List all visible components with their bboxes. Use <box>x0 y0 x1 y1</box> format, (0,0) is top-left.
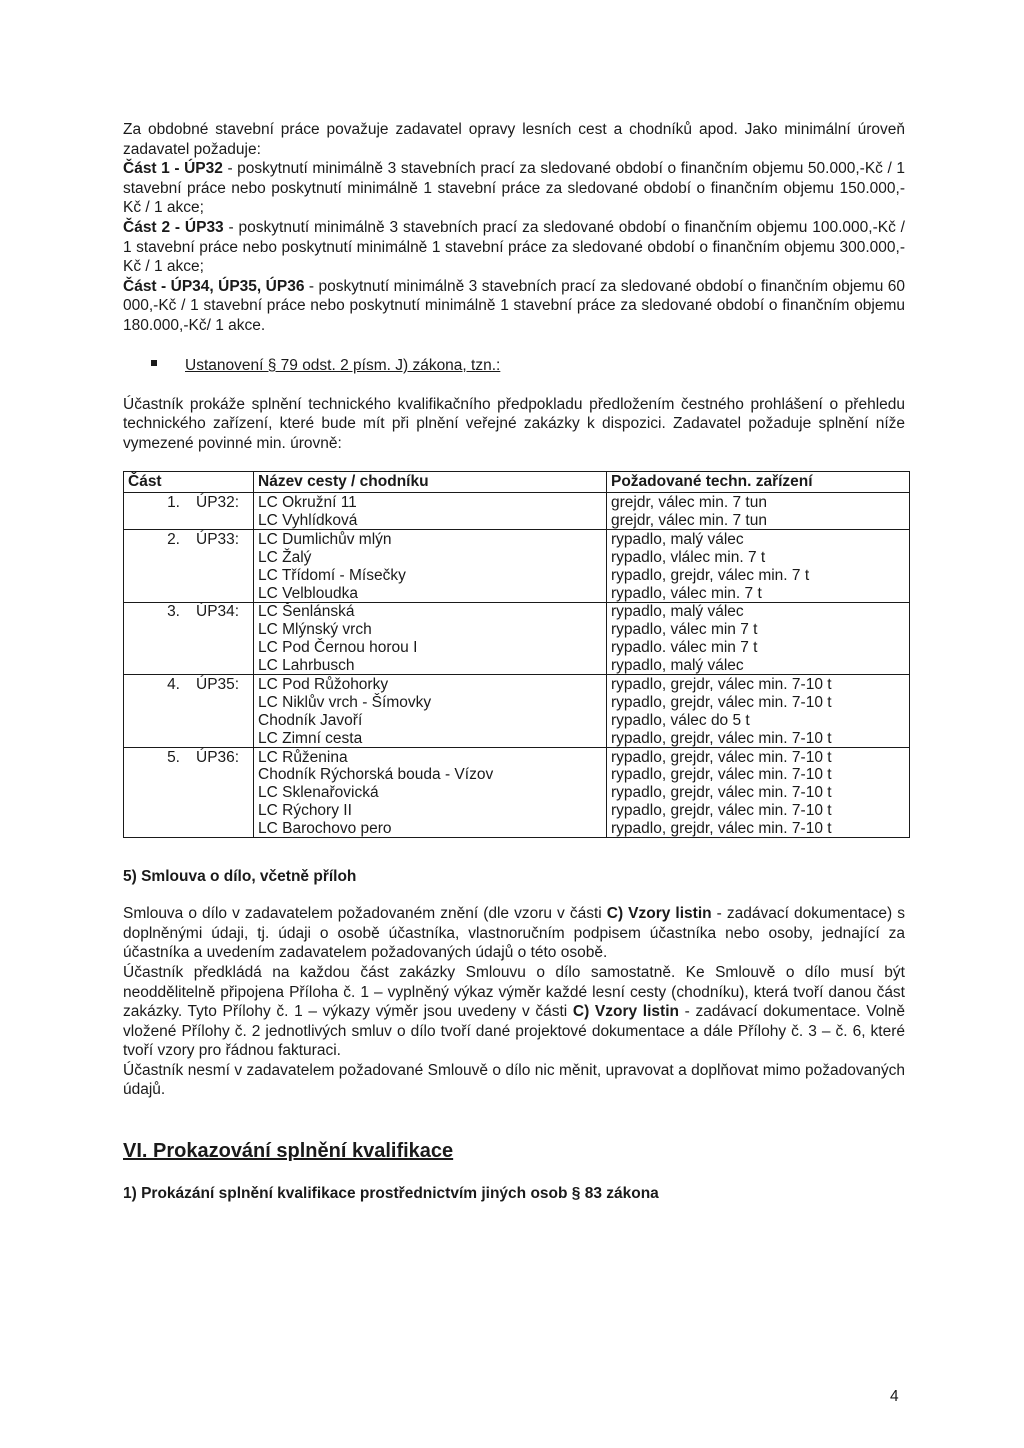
table-row <box>124 711 910 729</box>
part3-text: - poskytnutí minimálně 3 stavebních prací za sledované období o finančním objemu 60 000,-Kč / 1 stavební práce nebo poskytnutí minimálně 1 stavební práce za sledované období o finančním objemu 180.000,-Kč/ 1 akce. <box>123 277 905 334</box>
cell-part-code: ÚP35: <box>190 675 254 693</box>
cell-equipment: rypadlo, válec min 7 t <box>607 620 910 638</box>
cell-equipment: grejdr, válec min. 7 tun <box>607 493 910 511</box>
cell-equipment: rypadlo, grejdr, válec min. 7-10 t <box>607 729 910 747</box>
cell-part-number <box>124 638 191 656</box>
cell-part-code: ÚP32: <box>190 493 254 511</box>
cell-road-name: LC Zimní cesta <box>254 729 607 747</box>
cell-part-number <box>124 766 191 784</box>
provision-text: Účastník prokáže splnění technického kvalifikačního předpokladu předložením čestného prohlášení o přehledu technického zařízení, které bude mít při plnění veřejné zakázky k dispozici. Zadavatel požaduje splnění níže vymezené povinné min. úrovně: <box>123 395 905 452</box>
cell-road-name: Chodník Javoří <box>254 711 607 729</box>
cell-part-code <box>190 819 254 837</box>
square-bullet-icon <box>151 360 157 366</box>
cell-part-number: 3. <box>124 602 191 620</box>
cell-part-code <box>190 620 254 638</box>
cell-equipment: rypadlo, vlálec min. 7 t <box>607 548 910 566</box>
cell-equipment: rypadlo, grejdr, válec min. 7-10 t <box>607 747 910 765</box>
equipment-table <box>123 471 910 838</box>
section5-p1-text: Smlouva o dílo v zadavatelem požadovaném znění (dle vzoru v části <box>123 905 607 923</box>
cell-equipment: rypadlo, malý válec <box>607 656 910 674</box>
table-row <box>124 602 910 620</box>
section5-p1-text-cont: - zadávací dokumentace) s doplněnými údaji, tj. údaji o osobě účastníka, vlastnoručním podpisem účastníka nebo osoby, jednající za účastníka a uvedením zadavatelem požadovaných údajů o této osobě. <box>123 905 905 962</box>
table-row <box>124 729 910 747</box>
table-row <box>124 548 910 566</box>
part2-text: - poskytnutí minimálně 3 stavebních prací za sledované období o finančním objemu 100.000,-Kč / 1 stavební práce nebo poskytnutí minimálně 1 stavební práce za sledované období o finančním objemu 300.000,-Kč / 1 akce; <box>123 218 905 276</box>
cell-road-name: Chodník Rýchorská bouda - Vízov <box>254 766 607 784</box>
cell-equipment: rypadlo, grejdr, válec min. 7 t <box>607 566 910 584</box>
cell-equipment: rypadlo, grejdr, válec min. 7-10 t <box>607 801 910 819</box>
cell-part-code <box>190 566 254 584</box>
cell-part-code <box>190 511 254 529</box>
cell-part-number: 4. <box>124 675 191 693</box>
cell-road-name: LC Rýchory II <box>254 801 607 819</box>
cell-road-name: LC Třídomí - Mísečky <box>254 566 607 584</box>
cell-part-code <box>190 548 254 566</box>
cell-part-number: 5. <box>124 747 191 765</box>
table-row <box>124 783 910 801</box>
table-row <box>124 511 910 529</box>
table-row <box>124 566 910 584</box>
cell-road-name: LC Niklův vrch - Šímovky <box>254 693 607 711</box>
cell-part-number <box>124 729 191 747</box>
cell-road-name: LC Mlýnský vrch <box>254 620 607 638</box>
intro-line: Za obdobné stavební práce považuje zadavatel opravy lesních cest a chodníků apod. Jako minimální úroveň zadavatel požaduje: <box>123 121 905 158</box>
cell-part-number <box>124 566 191 584</box>
table-header-row <box>124 472 910 493</box>
cell-road-name: LC Lahrbusch <box>254 656 607 674</box>
cell-part-code: ÚP36: <box>190 747 254 765</box>
section6-heading: VI. Prokazování splnění kvalifikace <box>123 1140 454 1163</box>
cell-part-number <box>124 656 191 674</box>
header-part: Část <box>124 472 254 493</box>
cell-part-number <box>124 620 191 638</box>
section6-subheading: 1) Prokázání splnění kvalifikace prostřednictvím jiných osob § 83 zákona <box>123 1185 659 1203</box>
table-row <box>124 801 910 819</box>
cell-equipment: rypadlo, malý válec <box>607 602 910 620</box>
cell-equipment: grejdr, válec min. 7 tun <box>607 511 910 529</box>
part1-label: Část 1 - ÚP32 <box>123 160 223 178</box>
cell-road-name: LC Sklenařovická <box>254 783 607 801</box>
table-row <box>124 638 910 656</box>
cell-road-name: LC Vyhlídková <box>254 511 607 529</box>
cell-part-code <box>190 783 254 801</box>
cell-road-name: LC Barochovo pero <box>254 819 607 837</box>
cell-road-name: LC Růženina <box>254 747 607 765</box>
header-equipment: Požadované techn. zařízení <box>607 472 910 493</box>
cell-part-number <box>124 801 191 819</box>
cell-part-number <box>124 711 191 729</box>
cell-part-number <box>124 548 191 566</box>
part2-label: Část 2 - ÚP33 <box>123 218 224 236</box>
table-row <box>124 656 910 674</box>
section5-p3-text: Účastník nesmí v zadavatelem požadované Smlouvě o dílo nic měnit, upravovat a doplňovat mimo požadovaných údajů. <box>123 1061 905 1099</box>
cell-equipment: rypadlo, grejdr, válec min. 7-10 t <box>607 693 910 711</box>
provision-label: Ustanovení § 79 odst. 2 písm. J) zákona, tzn.: <box>185 356 501 374</box>
cell-part-code: ÚP34: <box>190 602 254 620</box>
table-row <box>124 675 910 693</box>
cell-equipment: rypadlo. válec min 7 t <box>607 638 910 656</box>
header-road-name: Název cesty / chodníku <box>254 472 607 493</box>
cell-road-name: LC Okružní 11 <box>254 493 607 511</box>
cell-equipment: rypadlo, grejdr, válec min. 7-10 t <box>607 766 910 784</box>
cell-part-number <box>124 584 191 602</box>
page-number: 4 <box>890 1388 899 1405</box>
cell-part-code <box>190 693 254 711</box>
cell-part-number <box>124 783 191 801</box>
cell-part-code <box>190 656 254 674</box>
cell-part-code <box>190 638 254 656</box>
cell-road-name: LC Velbloudka <box>254 584 607 602</box>
table-row <box>124 620 910 638</box>
section5-paragraph <box>123 904 905 1100</box>
cell-part-code <box>190 711 254 729</box>
cell-part-number: 1. <box>124 493 191 511</box>
cell-road-name: LC Pod Černou horou I <box>254 638 607 656</box>
section5-p1-bold: C) Vzory listin <box>606 905 712 923</box>
cell-part-code <box>190 801 254 819</box>
cell-road-name: LC Pod Růžohorky <box>254 675 607 693</box>
cell-road-name: LC Šenlánská <box>254 602 607 620</box>
cell-equipment: rypadlo, grejdr, válec min. 7-10 t <box>607 819 910 837</box>
cell-part-code <box>190 766 254 784</box>
table-row <box>124 529 910 547</box>
provision-bullet <box>151 356 905 375</box>
cell-equipment: rypadlo, válec min. 7 t <box>607 584 910 602</box>
table-row <box>124 493 910 511</box>
table-row <box>124 766 910 784</box>
table-row <box>124 819 910 837</box>
part1-text: - poskytnutí minimálně 3 stavebních prací za sledované období o finančním objemu 50.000,-Kč / 1 stavební práce nebo poskytnutí minimálně 1 stavební práce za sledované období o finančním objemu 150.000,-Kč / 1 akce; <box>123 160 905 217</box>
section5-p2-bold: C) Vzory listin <box>572 1003 679 1021</box>
cell-part-number <box>124 819 191 837</box>
part3-label: Část - ÚP34, ÚP35, ÚP36 <box>123 277 305 295</box>
cell-part-number <box>124 511 191 529</box>
cell-part-number: 2. <box>124 529 191 547</box>
cell-part-number <box>124 693 191 711</box>
cell-equipment: rypadlo, grejdr, válec min. 7-10 t <box>607 783 910 801</box>
section5-heading: 5) Smlouva o dílo, včetně příloh <box>123 868 357 886</box>
cell-road-name: LC Dumlichův mlýn <box>254 529 607 547</box>
section5-p2-text-cont: - zadávací dokumentace. Volně vložené Přílohy č. 2 jednotlivých smluv o dílo tvoří dané projektové dokumentace a dále Přílohy č. 3 – č. 6, které tvoří vzory pro řádnou fakturaci. <box>123 1003 905 1060</box>
cell-part-code <box>190 584 254 602</box>
table-row <box>124 584 910 602</box>
cell-road-name: LC Žalý <box>254 548 607 566</box>
table-row <box>124 693 910 711</box>
table-body <box>124 493 910 838</box>
cell-part-code: ÚP33: <box>190 529 254 547</box>
table-row <box>124 747 910 765</box>
section5-p2-text: Účastník předkládá na každou část zakázky Smlouvu o dílo samostatně. Ke Smlouvě o dílo musí být neoddělitelně připojena Příloha č. 1 – vyplněný výkaz výměr každé lesní cesty (chodníku), která tvoří danou část zakázky. Tyto Přílohy č. 1 – výkazy výměr jsou uvedeny v části <box>123 963 905 1021</box>
cell-equipment: rypadlo, grejdr, válec min. 7-10 t <box>607 675 910 693</box>
cell-equipment: rypadlo, válec do 5 t <box>607 711 910 729</box>
document-page <box>123 120 905 1203</box>
cell-part-code <box>190 729 254 747</box>
cell-equipment: rypadlo, malý válec <box>607 529 910 547</box>
intro-paragraph <box>123 120 905 336</box>
